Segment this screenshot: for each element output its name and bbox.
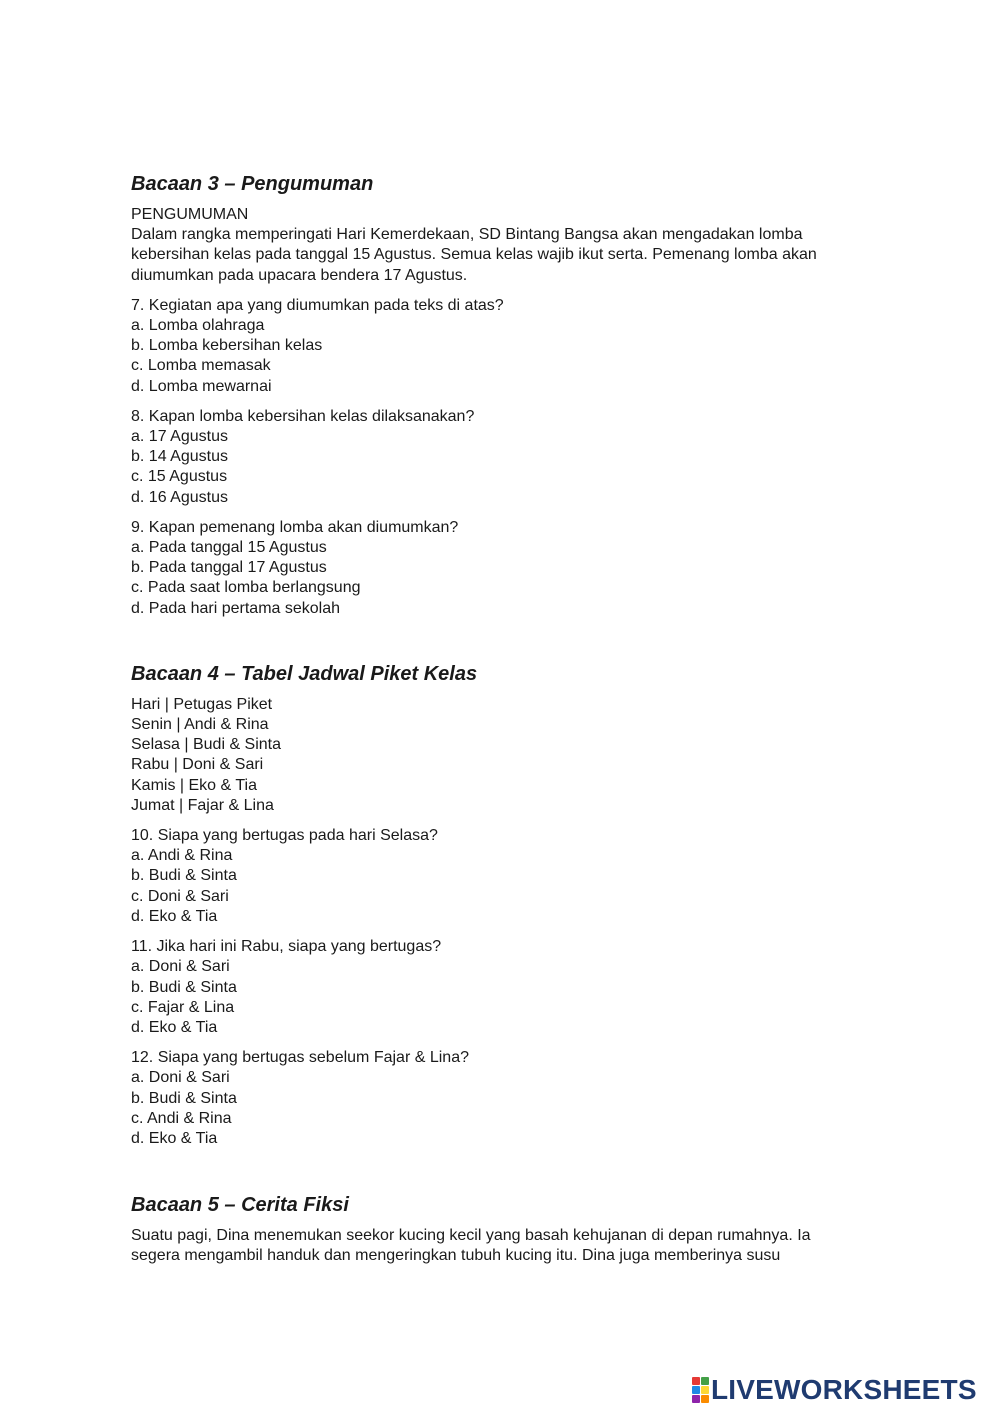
answer-option[interactable]: d. Eko & Tia bbox=[131, 1018, 218, 1036]
section-title: Bacaan 4 – Tabel Jadwal Piket Kelas bbox=[131, 662, 478, 685]
section-title: Bacaan 5 – Cerita Fiksi bbox=[131, 1194, 349, 1217]
section-bacaan-3 bbox=[131, 171, 871, 619]
table-row: Hari | Petugas Piket bbox=[131, 695, 273, 713]
answer-option[interactable]: b. Budi & Sinta bbox=[131, 867, 237, 885]
liveworksheets-logo-icon bbox=[692, 1377, 708, 1403]
section-bacaan-5 bbox=[131, 1192, 871, 1266]
answer-option[interactable]: d. 16 Agustus bbox=[131, 488, 228, 506]
liveworksheets-logo bbox=[692, 1375, 977, 1405]
answer-option[interactable]: d. Lomba mewarnai bbox=[131, 377, 272, 395]
table-row: Rabu | Doni & Sari bbox=[131, 756, 264, 774]
answer-option[interactable]: d. Eko & Tia bbox=[131, 1129, 218, 1147]
answer-option[interactable]: c. Fajar & Lina bbox=[131, 998, 235, 1016]
question-12 bbox=[131, 1048, 871, 1149]
answer-option[interactable]: a. Lomba olahraga bbox=[131, 317, 265, 335]
answer-option[interactable]: b. Budi & Sinta bbox=[131, 1089, 237, 1107]
text-line: Suatu pagi, Dina menemukan seekor kucing kecil yang basah kehujanan di depan rumahnya. Ia bbox=[131, 1227, 811, 1245]
question-text: 12. Siapa yang bertugas sebelum Fajar & Lina? bbox=[131, 1049, 469, 1067]
answer-option[interactable]: c. 15 Agustus bbox=[131, 468, 228, 486]
announcement-text bbox=[131, 205, 871, 286]
section-spacer bbox=[131, 1149, 871, 1192]
text-line: kebersihan kelas pada tanggal 15 Agustus. Semua kelas wajib ikut serta. Pemenang lomba akan bbox=[131, 246, 817, 264]
text-line: segera mengambil handuk dan mengeringkan tubuh kucing itu. Dina juga memberinya susu bbox=[131, 1247, 781, 1265]
question-text: 10. Siapa yang bertugas pada hari Selasa? bbox=[131, 827, 438, 845]
answer-option[interactable]: c. Pada saat lomba berlangsung bbox=[131, 579, 361, 597]
logo-square bbox=[692, 1395, 700, 1403]
answer-option[interactable]: b. Budi & Sinta bbox=[131, 978, 237, 996]
answer-option[interactable]: d. Eko & Tia bbox=[131, 907, 218, 925]
question-8 bbox=[131, 407, 871, 508]
answer-option[interactable]: c. Andi & Rina bbox=[131, 1109, 232, 1127]
answer-option[interactable]: d. Pada hari pertama sekolah bbox=[131, 599, 341, 617]
question-text: 8. Kapan lomba kebersihan kelas dilaksanakan? bbox=[131, 407, 475, 425]
logo-square bbox=[692, 1386, 700, 1394]
answer-option[interactable]: c. Doni & Sari bbox=[131, 887, 229, 905]
section-spacer bbox=[131, 619, 871, 661]
question-text: 7. Kegiatan apa yang diumumkan pada teks di atas? bbox=[131, 296, 504, 314]
answer-option[interactable]: a. Pada tanggal 15 Agustus bbox=[131, 539, 327, 557]
answer-option[interactable]: c. Lomba memasak bbox=[131, 357, 271, 375]
table-row: Jumat | Fajar & Lina bbox=[131, 796, 274, 814]
table-row: Senin | Andi & Rina bbox=[131, 716, 269, 734]
logo-square bbox=[701, 1386, 709, 1394]
answer-option[interactable]: a. Andi & Rina bbox=[131, 847, 233, 865]
logo-square bbox=[701, 1377, 709, 1385]
worksheet-page bbox=[131, 171, 871, 1277]
table-row: Kamis | Eko & Tia bbox=[131, 776, 257, 794]
answer-option[interactable]: a. Doni & Sari bbox=[131, 1069, 230, 1087]
question-11 bbox=[131, 937, 871, 1038]
question-7 bbox=[131, 296, 871, 397]
question-text: 9. Kapan pemenang lomba akan diumumkan? bbox=[131, 518, 459, 536]
answer-option[interactable]: b. Pada tanggal 17 Agustus bbox=[131, 559, 327, 577]
answer-option[interactable]: a. Doni & Sari bbox=[131, 958, 230, 976]
logo-square bbox=[692, 1377, 700, 1385]
question-9 bbox=[131, 518, 871, 619]
schedule-table bbox=[131, 695, 871, 816]
story-text bbox=[131, 1226, 871, 1266]
answer-option[interactable]: b. 14 Agustus bbox=[131, 448, 228, 466]
question-10 bbox=[131, 826, 871, 927]
text-line: Dalam rangka memperingati Hari Kemerdekaan, SD Bintang Bangsa akan mengadakan lomba bbox=[131, 226, 803, 244]
logo-square bbox=[701, 1395, 709, 1403]
answer-option[interactable]: b. Lomba kebersihan kelas bbox=[131, 337, 323, 355]
text-line: PENGUMUMAN bbox=[131, 206, 249, 223]
section-title: Bacaan 3 – Pengumuman bbox=[131, 173, 374, 195]
logo-text: LIVEWORKSHEETS bbox=[711, 1374, 977, 1405]
answer-option[interactable]: a. 17 Agustus bbox=[131, 428, 228, 446]
question-text: 11. Jika hari ini Rabu, siapa yang bertugas? bbox=[131, 938, 442, 956]
table-row: Selasa | Budi & Sinta bbox=[131, 736, 282, 754]
text-line: diumumkan pada upacara bendera 17 Agustus. bbox=[131, 266, 468, 284]
section-bacaan-4 bbox=[131, 661, 871, 1149]
